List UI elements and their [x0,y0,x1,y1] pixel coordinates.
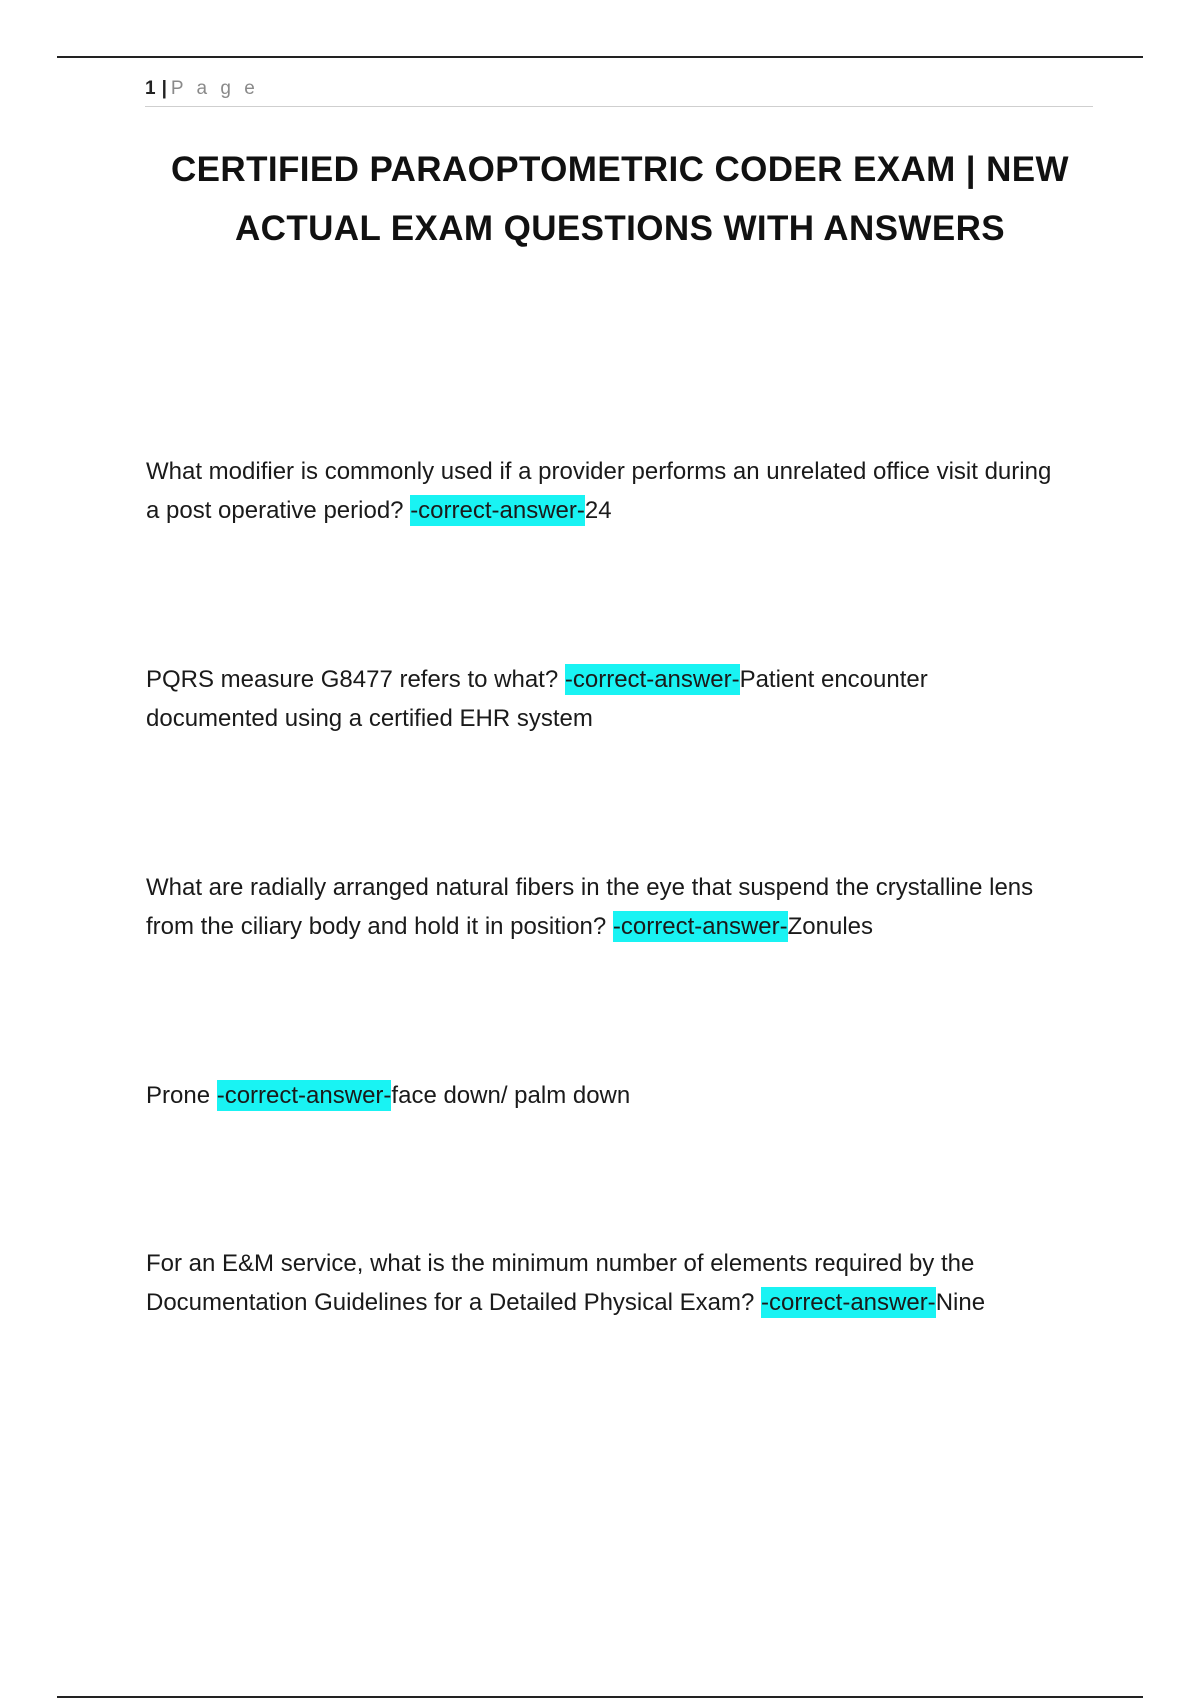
question-text: What are radially arranged natural fibers in the eye that suspend the crystalline lens from the ciliary body and hold it in position? [146,874,1034,940]
page-label: P a g e [170,78,259,99]
correct-answer-tag: -correct-answer- [760,1289,936,1316]
top-border-rule [57,56,1143,58]
question-text: For an E&M service, what is the minimum number of elements required by the Documentation Guidelines for a Detailed Physical Exam? [146,1250,975,1316]
answer-text: face down/ palm down [391,1082,631,1109]
document-title: CERTIFIED PARAOPTOMETRIC CODER EXAM | NEW ACTUAL EXAM QUESTIONS WITH ANSWERS [171,150,1069,248]
answer-text: 24 [584,497,612,524]
answer-text: Patient encounter documented using a certified EHR system [146,666,928,732]
correct-answer-tag: -correct-answer- [612,913,788,940]
correct-answer-tag: -correct-answer- [216,1082,392,1109]
correct-answer-tag: -correct-answer- [410,497,585,524]
qa-item [146,1244,1066,1322]
qa-item [146,1076,1066,1115]
page-number: 1 [145,78,156,99]
bottom-border-rule [57,1696,1143,1698]
answer-text: Zonules [787,913,874,940]
page-header [145,76,1093,107]
qa-item [146,660,1066,738]
question-text: PQRS measure G8477 refers to what? [146,666,565,693]
correct-answer-tag: -correct-answer- [564,666,740,693]
question-text: What modifier is commonly used if a provider performs an unrelated office visit during a post operative period? [146,458,1052,524]
answer-text: Nine [935,1289,986,1316]
question-text: Prone [146,1082,217,1109]
qa-item [146,452,1066,530]
qa-item [146,868,1066,946]
page-separator: | [161,78,167,99]
